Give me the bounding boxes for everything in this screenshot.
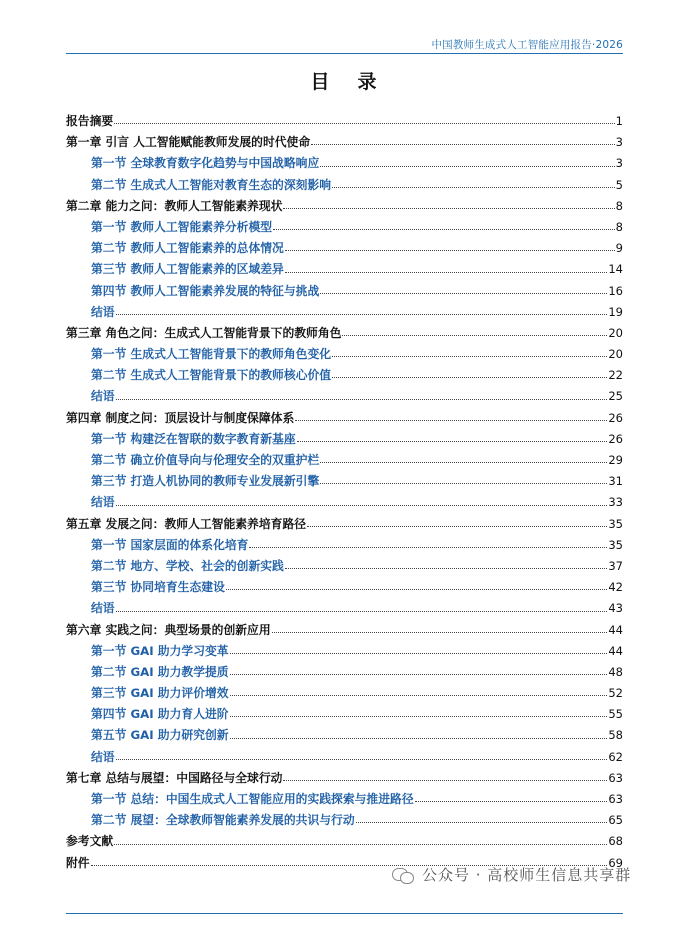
toc-entry-label: 第一节 构建泛在智联的数字教育新基座 [91, 431, 296, 446]
toc-entry-label: 第七章 总结与展望：中国路径与全球行动 [66, 770, 283, 785]
dot-leader [415, 800, 608, 802]
toc-entry-label: 参考文献 [66, 834, 114, 849]
toc-entry-chapter[interactable] [66, 831, 623, 852]
toc-entry-page-number: 52 [608, 686, 623, 701]
toc-entry-section[interactable] [66, 598, 623, 619]
toc-entry-section[interactable] [66, 577, 623, 598]
dot-leader [283, 779, 607, 781]
toc-entry-page-number: 58 [608, 728, 623, 743]
toc-entry-label: 第一节 教师人工智能素养分析模型 [91, 219, 273, 234]
toc-entry-label: 第三节 打造人机协同的教师专业发展新引擎 [91, 474, 320, 489]
toc-entry-label: 第三节 GAI 助力评价增效 [91, 686, 229, 701]
toc-entry-page-number: 25 [608, 389, 623, 404]
dot-leader [285, 567, 608, 569]
toc-entry-label: 第六章 实践之问：典型场景的创新应用 [66, 622, 271, 637]
dot-leader [307, 525, 607, 527]
toc-entry-section[interactable] [66, 725, 623, 746]
toc-entry-page-number: 65 [608, 813, 623, 828]
toc-entry-page-number: 55 [608, 707, 623, 722]
toc-entry-label: 第二节 生成式人工智能对教育生态的深刻影响 [91, 177, 332, 192]
toc-entry-label: 第五节 GAI 助力研究创新 [91, 728, 229, 743]
toc-entry-page-number: 43 [608, 601, 623, 616]
header-divider [66, 53, 623, 54]
dot-leader [116, 398, 608, 400]
toc-entry-page-number: 3 [615, 135, 623, 150]
toc-entry-label: 第二节 地方、学校、社会的创新实践 [91, 558, 284, 573]
toc-entry-chapter[interactable] [66, 196, 623, 217]
toc-entry-page-number: 35 [608, 537, 623, 552]
toc-entry-section[interactable] [66, 641, 623, 662]
toc-entry-label: 第二节 生成式人工智能背景下的教师核心价值 [91, 368, 332, 383]
toc-entry-section[interactable] [66, 450, 623, 471]
toc-entry-chapter[interactable] [66, 514, 623, 535]
toc-entry-section[interactable] [66, 471, 623, 492]
toc-entry-page-number: 69 [608, 855, 623, 870]
toc-entry-page-number: 48 [608, 664, 623, 679]
toc-entry-section[interactable] [66, 281, 623, 302]
toc-entry-label: 第一节 国家层面的体系化培育 [91, 537, 249, 552]
toc-entry-page-number: 62 [608, 749, 623, 764]
toc-entry-page-number: 16 [608, 283, 623, 298]
toc-entry-section[interactable] [66, 492, 623, 513]
dot-leader [332, 186, 615, 188]
dot-leader [116, 758, 608, 760]
table-of-contents [66, 111, 623, 874]
dot-leader [249, 546, 607, 548]
toc-entry-label: 第二节 教师人工智能素养的总体情况 [91, 241, 284, 256]
toc-entry-page-number: 20 [608, 325, 623, 340]
toc-entry-chapter[interactable] [66, 323, 623, 344]
toc-entry-label: 第五章 发展之问：教师人工智能素养培育路径 [66, 516, 307, 531]
toc-entry-label: 第一节 生成式人工智能背景下的教师角色变化 [91, 347, 332, 362]
toc-entry-section[interactable] [66, 365, 623, 386]
dot-leader [116, 504, 608, 506]
toc-entry-chapter[interactable] [66, 111, 623, 132]
toc-entry-label: 第二节 展望：全球教师智能素养发展的共识与行动 [91, 813, 355, 828]
dot-leader [285, 271, 608, 273]
dot-leader [273, 228, 615, 230]
toc-entry-page-number: 3 [615, 156, 623, 171]
toc-entry-label: 第四章 制度之问：顶层设计与制度保障体系 [66, 410, 295, 425]
toc-entry-page-number: 42 [608, 580, 623, 595]
toc-entry-label: 第三节 教师人工智能素养的区域差异 [91, 262, 284, 277]
toc-entry-label: 第三章 角色之问：生成式人工智能背景下的教师角色 [66, 325, 342, 340]
toc-entry-section[interactable] [66, 259, 623, 280]
toc-entry-page-number: 44 [608, 643, 623, 658]
dot-leader [285, 249, 615, 251]
page-title: 目录 [310, 71, 405, 93]
dot-leader [320, 482, 607, 484]
toc-entry-section[interactable] [66, 153, 623, 174]
toc-entry-page-number: 29 [608, 453, 623, 467]
toc-entry-label: 第一节 GAI 助力学习变革 [91, 643, 229, 658]
toc-entry-page-number: 1 [615, 114, 623, 128]
toc-entry-page-number: 63 [608, 770, 623, 785]
dot-leader [114, 122, 614, 124]
dot-leader [342, 334, 607, 336]
dot-leader [295, 419, 607, 421]
dot-leader [356, 821, 608, 823]
dot-leader [320, 165, 614, 167]
toc-entry-page-number: 37 [608, 558, 623, 573]
toc-entry-section[interactable] [66, 704, 623, 725]
toc-entry-label: 第一节 全球教育数字化趋势与中国战略响应 [91, 156, 320, 171]
toc-entry-section[interactable] [66, 386, 623, 407]
toc-entry-section[interactable] [66, 662, 623, 683]
toc-entry-chapter[interactable] [66, 620, 623, 641]
watermark-text: 公众号 · 高校师生信息共享群 [422, 866, 632, 884]
dot-leader [272, 631, 608, 633]
toc-entry-label: 结语 [91, 495, 115, 510]
toc-entry-section[interactable] [66, 175, 623, 196]
toc-entry-section[interactable] [66, 747, 623, 768]
dot-leader [332, 355, 607, 357]
toc-entry-page-number: 8 [615, 198, 623, 213]
toc-entry-page-number: 35 [608, 516, 623, 531]
toc-entry-page-number: 19 [608, 304, 623, 319]
toc-entry-page-number: 26 [608, 410, 623, 425]
dot-leader [114, 843, 607, 845]
toc-entry-label: 报告摘要 [66, 114, 114, 128]
toc-entry-page-number: 8 [615, 219, 623, 234]
dot-leader [297, 440, 608, 442]
dot-leader [226, 588, 607, 590]
dot-leader [320, 461, 607, 463]
toc-entry-label: 附件 [66, 855, 90, 870]
toc-entry-section[interactable] [66, 556, 623, 577]
dot-leader [311, 143, 615, 145]
toc-entry-label: 结语 [91, 749, 115, 764]
watermark [392, 864, 631, 885]
dot-leader [230, 652, 608, 654]
toc-entry-label: 第一章 引言 人工智能赋能教师发展的时代使命 [66, 135, 311, 150]
toc-entry-label: 结语 [91, 601, 115, 616]
toc-entry-section[interactable] [66, 683, 623, 704]
toc-entry-label: 第二节 GAI 助力教学提质 [91, 664, 229, 679]
toc-entry-page-number: 5 [615, 177, 623, 192]
footer-divider [66, 913, 623, 914]
report-header-title: 中国教师生成式人工智能应用报告·2026 [431, 39, 623, 51]
toc-entry-chapter[interactable] [66, 408, 623, 429]
wechat-icon [392, 866, 414, 884]
toc-entry-label: 结语 [91, 304, 115, 319]
toc-entry-page-number: 68 [608, 834, 623, 849]
dot-leader [116, 610, 608, 612]
toc-entry-section[interactable] [66, 302, 623, 323]
toc-entry-label: 第二章 能力之问：教师人工智能素养现状 [66, 198, 283, 213]
toc-entry-page-number: 14 [608, 262, 623, 277]
toc-entry-page-number: 33 [608, 495, 623, 510]
dot-leader [230, 715, 608, 717]
toc-entry-chapter[interactable] [66, 768, 623, 789]
dot-leader [116, 313, 608, 315]
toc-entry-section[interactable] [66, 810, 623, 831]
dot-leader [320, 292, 607, 294]
toc-entry-page-number: 20 [608, 347, 623, 362]
toc-entry-label: 第四节 GAI 助力育人进阶 [91, 707, 229, 722]
dot-leader [332, 376, 607, 378]
toc-entry-label: 第三节 协同培育生态建设 [91, 580, 225, 595]
toc-entry-section[interactable] [66, 344, 623, 365]
toc-entry-section[interactable] [66, 535, 623, 556]
toc-entry-page-number: 9 [615, 241, 623, 256]
toc-entry-page-number: 31 [608, 474, 623, 489]
toc-entry-label: 第一节 总结：中国生成式人工智能应用的实践探索与推进路径 [91, 792, 414, 806]
toc-entry-page-number: 63 [608, 792, 623, 806]
toc-entry-page-number: 26 [608, 431, 623, 446]
toc-entry-chapter[interactable] [66, 132, 623, 153]
dot-leader [230, 737, 608, 739]
toc-entry-label: 结语 [91, 389, 115, 404]
toc-entry-page-number: 44 [608, 622, 623, 637]
toc-entry-section[interactable] [66, 217, 623, 238]
toc-entry-label: 第二节 确立价值导向与伦理安全的双重护栏 [91, 453, 320, 467]
dot-leader [230, 694, 608, 696]
toc-entry-page-number: 22 [608, 368, 623, 383]
dot-leader [230, 673, 608, 675]
toc-entry-label: 第四节 教师人工智能素养发展的特征与挑战 [91, 283, 320, 298]
toc-entry-section[interactable] [66, 238, 623, 259]
dot-leader [283, 207, 614, 209]
toc-entry-section[interactable] [66, 429, 623, 450]
toc-entry-section[interactable] [66, 789, 623, 810]
